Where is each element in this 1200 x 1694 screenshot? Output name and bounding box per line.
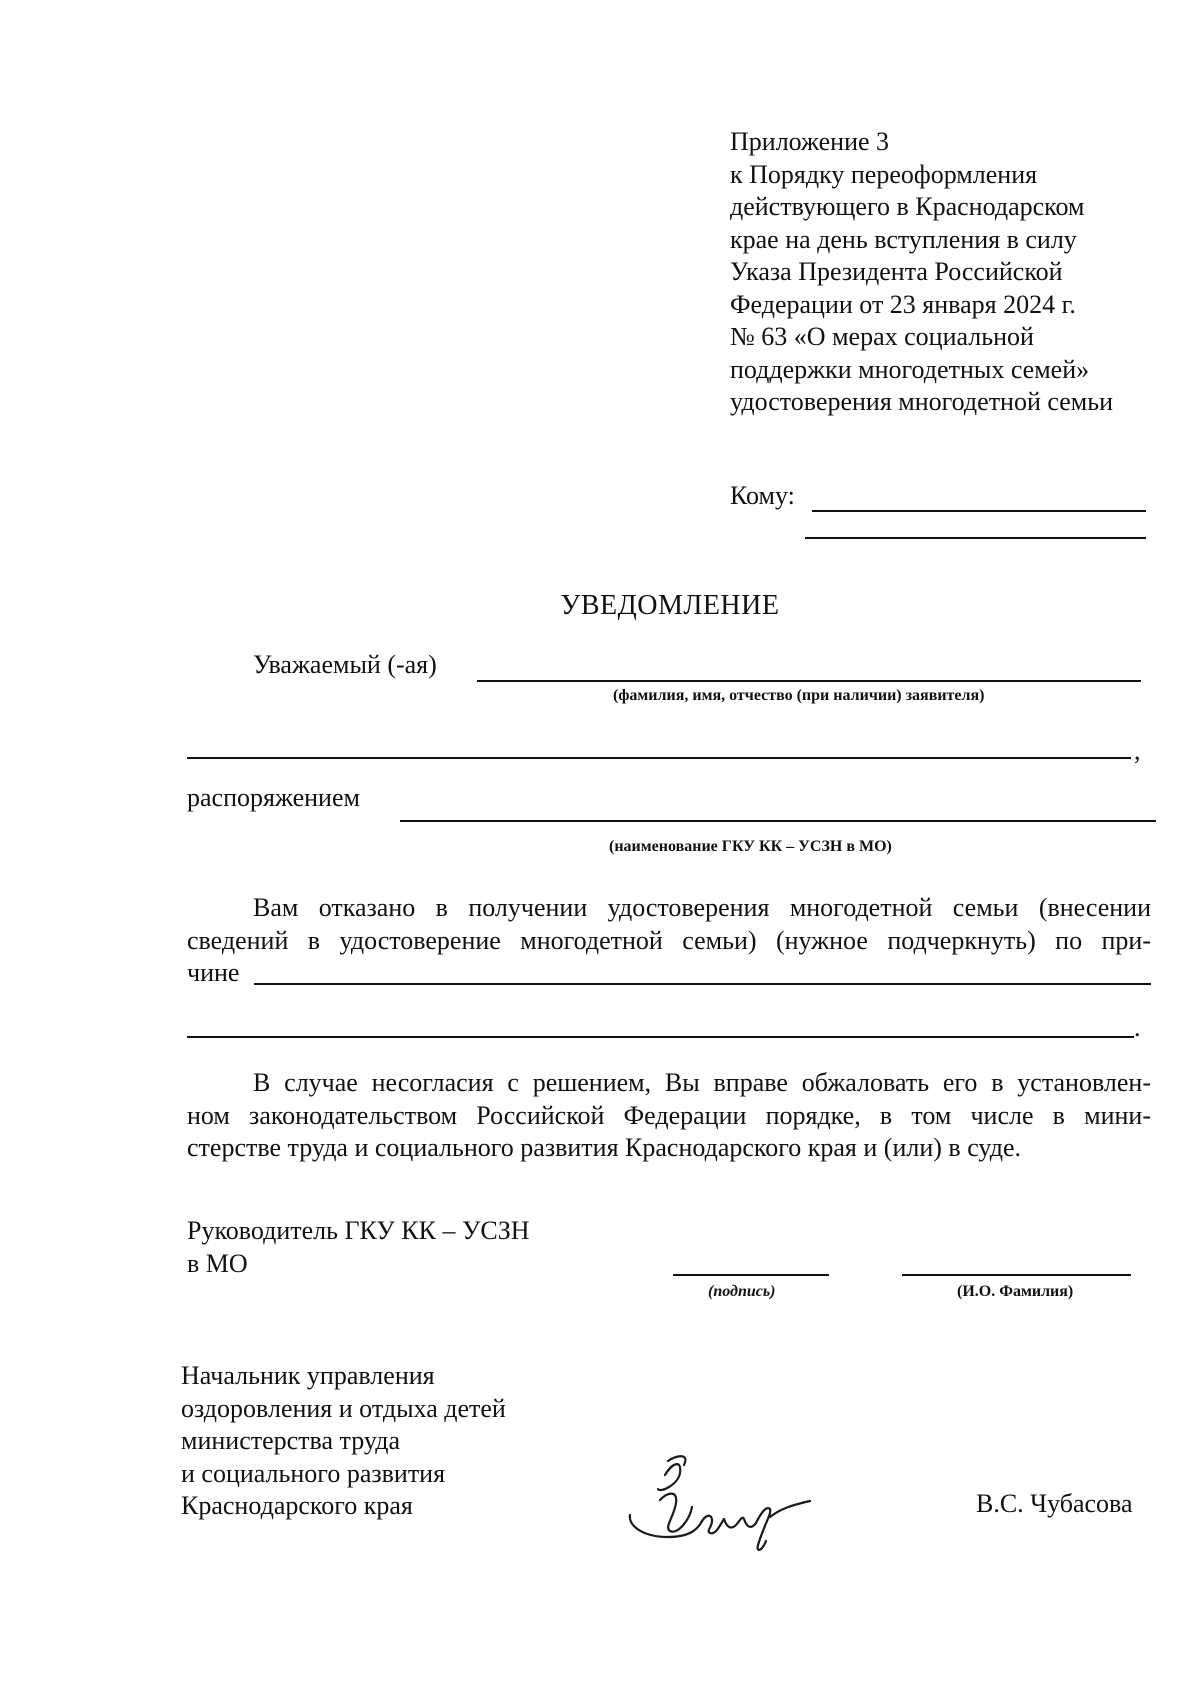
refusal-line-1: Вам отказано в получении удостоверения многодетной семьи (внесении [253, 893, 1151, 922]
official-position-line: оздоровления и отдыха детей [181, 1393, 506, 1423]
header-line: крае на день вступления в силу [730, 224, 1077, 254]
reason-blank [254, 983, 1151, 985]
name-blank [902, 1274, 1131, 1276]
official-position [181, 1360, 506, 1523]
header-line: действующего в Краснодарском [730, 192, 1085, 221]
recipient-blank-2 [805, 537, 1146, 539]
official-name: В.С. Чубасова [976, 1489, 1133, 1518]
organization-caption: (наименование ГКУ КК – УСЗН в МО) [609, 838, 892, 855]
appeal-line-2: ном законодательством Российской Федерации порядке, в том числе в мини- [187, 1101, 1151, 1130]
signature-blank [673, 1274, 829, 1276]
signature-caption: (подпись) [708, 1283, 776, 1300]
appendix-header [730, 126, 1113, 419]
applicant-name-blank [477, 680, 1141, 682]
refusal-period: . [1134, 1013, 1141, 1042]
head-title-line-1: Руководитель ГКУ КК – УСЗН [187, 1216, 530, 1245]
official-position-line: Краснодарского края [181, 1491, 413, 1520]
header-line: № 63 «О мерах социальной [730, 322, 1034, 351]
reason-blank-2 [187, 1036, 1134, 1038]
official-position-line: Начальник управления [181, 1361, 435, 1390]
organization-blank [400, 820, 1156, 822]
handwritten-signature [620, 1445, 850, 1565]
recipient-blank-1 [812, 510, 1146, 512]
header-line: поддержки многодетных семей» [730, 354, 1090, 384]
appeal-line-3: стерстве труда и социального развития Краснодарского края и (или) в суде. [187, 1133, 1022, 1162]
header-line: удостоверения многодетной семьи [730, 387, 1114, 416]
greeting-comma: , [1134, 736, 1141, 765]
recipient-label: Кому: [730, 481, 795, 510]
header-line: к Порядку переоформления [730, 159, 1038, 189]
refusal-line-2: сведений в удостоверение многодетной семьи) (нужное подчеркнуть) по при- [187, 926, 1151, 955]
applicant-name-caption: (фамилия, имя, отчество (при наличии) заявителя) [613, 687, 985, 704]
order-label: распоряжением [187, 783, 360, 812]
official-position-line: министерства труда [181, 1426, 400, 1455]
refusal-line-3-label: чине [187, 958, 240, 987]
document-title: УВЕДОМЛЕНИЕ [560, 590, 780, 621]
applicant-name-blank-2 [187, 757, 1131, 759]
head-title-line-2: в МО [187, 1249, 248, 1278]
official-position-line: и социального развития [181, 1458, 446, 1488]
header-line: Приложение 3 [730, 127, 890, 156]
header-line: Указа Президента Российской [730, 257, 1063, 286]
appeal-line-1: В случае несогласия с решением, Вы вправе обжаловать его в установлен- [253, 1068, 1151, 1097]
name-caption: (И.О. Фамилия) [957, 1283, 1074, 1300]
header-line: Федерации от 23 января 2024 г. [730, 289, 1076, 319]
greeting-label: Уважаемый (-ая) [253, 650, 437, 679]
